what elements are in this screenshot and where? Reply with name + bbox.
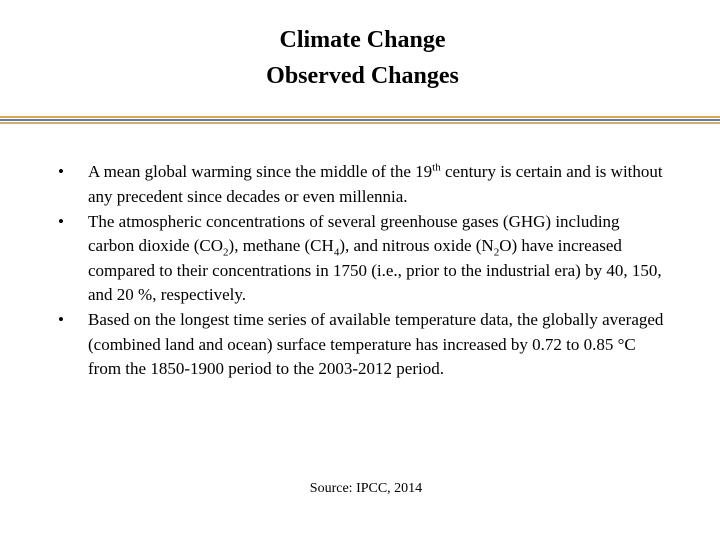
bullet-text: Based on the longest time series of available temperature data, the globally averaged (combined land and ocean) surface temperature has increased by 0.72 to 0.85 °C from the 1850-1900 period to the 2003-2012 period. xyxy=(88,310,664,378)
bullet-item-ghg xyxy=(58,210,668,308)
bullet-marker: • xyxy=(58,162,64,181)
source-citation: Source: IPCC, 2014 xyxy=(309,481,423,496)
title-divider xyxy=(0,116,720,124)
title-line-2: Observed Changes xyxy=(266,63,459,89)
bullet-text: A mean global warming since the middle of the 19 xyxy=(88,162,433,181)
bullet-item-temperature xyxy=(58,308,668,382)
subscript: 4 xyxy=(333,246,340,259)
bullet-list xyxy=(58,160,668,382)
bullet-text: ), methane (CH xyxy=(228,236,334,255)
bullet-item-warming xyxy=(58,160,668,209)
bullet-text: ), and nitrous oxide (N xyxy=(339,236,494,255)
bullet-marker: • xyxy=(58,211,64,231)
superscript: th xyxy=(432,161,441,174)
bullet-text: The atmospheric concentrations of several greenhouse gases (GHG) including carbon dioxide (CO xyxy=(88,211,620,255)
title-line-1: Climate Change xyxy=(279,27,446,53)
subscript: 2 xyxy=(493,246,500,259)
bullet-text: century is certain and is without any precedent since decades or even millennia. xyxy=(88,162,663,206)
bullet-marker: • xyxy=(58,310,64,329)
bullet-text: O) have increased compared to their concentrations in 1750 (i.e., prior to the industrial era) by 40, 150, and 20 %, respectively. xyxy=(88,236,662,304)
subscript: 2 xyxy=(223,246,229,259)
slide-title xyxy=(0,22,720,94)
